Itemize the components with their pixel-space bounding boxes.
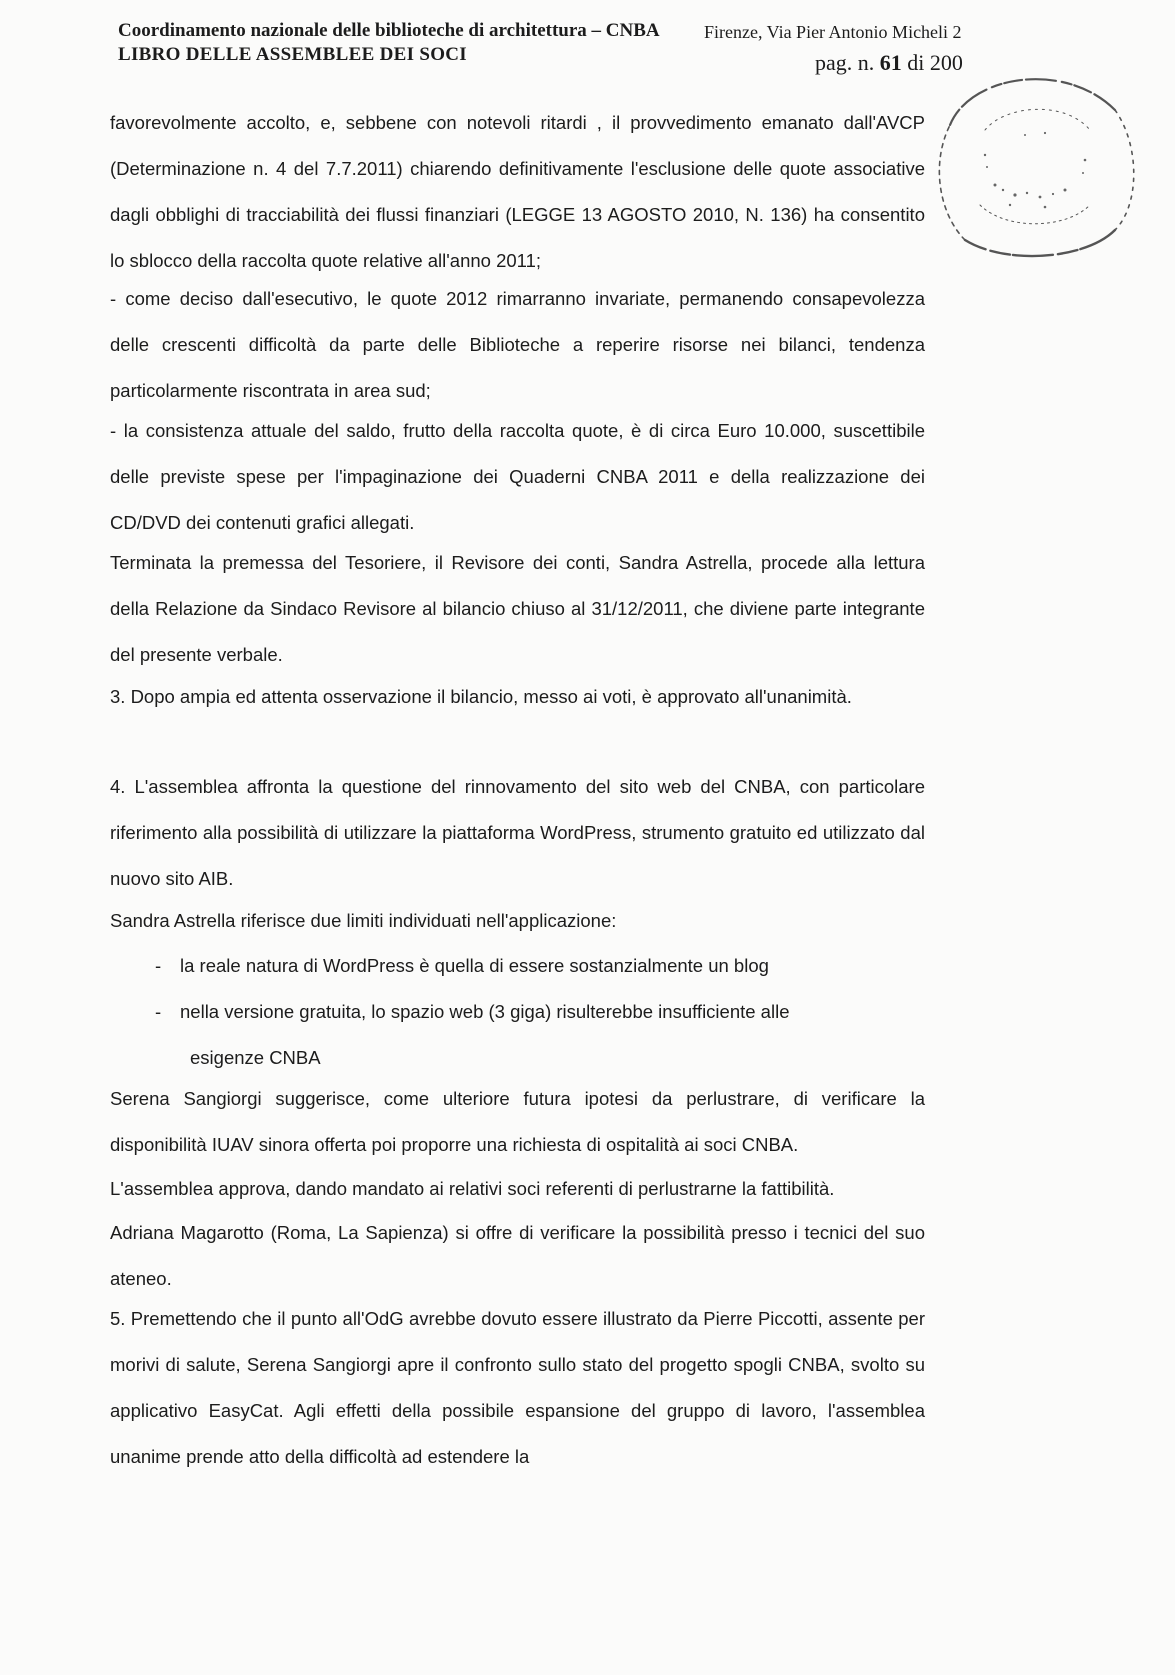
page-suffix: di 200 [907, 50, 963, 75]
list-dash: - [155, 955, 162, 976]
header-address: Firenze, Via Pier Antonio Micheli 2 [704, 22, 962, 42]
list-item [155, 943, 925, 989]
header-organization: Coordinamento nazionale delle biblioteche di architettura – CNBA [118, 20, 660, 41]
paragraph-limiti: Sandra Astrella riferisce due limiti individuati nell'applicazione: [110, 910, 617, 931]
circular-ink-stamp-icon [925, 55, 1145, 285]
page-prefix: pag. n. [815, 50, 875, 75]
paragraph-quote-2012: - come deciso dall'esecutivo, le quote 2012 rimarranno invariate, permanendo consapevolezza delle crescenti difficoltà da parte delle Biblioteche a reperire risorse nei bilanci, tendenza particolarmente riscontrata in area sud; [110, 288, 925, 401]
list-item [155, 989, 925, 1081]
header-book-title: LIBRO DELLE ASSEMBLEE DEI SOCI [118, 44, 468, 65]
list-item-text: la reale natura di WordPress è quella di essere sostanzialmente un blog [180, 955, 769, 976]
list-item-text: nella versione gratuita, lo spazio web (3 giga) risulterebbe insufficiente alle [180, 1001, 790, 1022]
paragraph-iuav: Serena Sangiorgi suggerisce, come ulteriore futura ipotesi da perlustrare, di verificare la disponibilità IUAV sinora offerta poi proporre una richiesta di ospitalità ai soci CNBA. [110, 1088, 925, 1155]
page-number: 61 [879, 50, 902, 75]
paragraph-bilancio-approvato: 3. Dopo ampia ed attenta osservazione il bilancio, messo ai voti, è approvato all'unanimità. [110, 686, 852, 707]
list-item-text-continued: esigenze CNBA [190, 1047, 321, 1068]
paragraph-revisore: Terminata la premessa del Tesoriere, il Revisore dei conti, Sandra Astrella, procede alla lettura della Relazione da Sindaco Revisore al bilancio chiuso al 31/12/2011, che diviene parte integrante del presente verbale. [110, 552, 925, 665]
paragraph-spogli: 5. Premettendo che il punto all'OdG avrebbe dovuto essere illustrato da Pierre Piccotti, assente per morivi di salute, Serena Sangiorgi apre il confronto sullo stato del progetto spogli CNBA, svolto su applicativo EasyCat. Agli effetti della possibile espansione del gruppo di lavoro, l'assemblea unanime prende atto della difficoltà ad estendere la [110, 1308, 925, 1467]
paragraph-tracciabilita: favorevolmente accolto, e, sebbene con notevoli ritardi , il provvedimento emanato dall'AVCP (Determinazione n. 4 del 7.7.2011) chiarendo definitivamente l'esclusione delle quote associative dagli obblighi di tracciabilità dei flussi finanziari (LEGGE 13 AGOSTO 2010, N. 136) ha consentito lo sblocco della raccolta quote relative all'anno 2011; [110, 112, 925, 271]
list-dash: - [155, 1001, 162, 1022]
paragraph-saldo: - la consistenza attuale del saldo, frutto della raccolta quote, è di circa Euro 10.000, suscettibile delle previste spese per l'impaginazione dei Quaderni CNBA 2011 e della realizzazione dei CD/DVD dei contenuti grafici allegati. [110, 420, 925, 533]
paragraph-sito-web: 4. L'assemblea affronta la questione del rinnovamento del sito web del CNBA, con particolare riferimento alla possibilità di utilizzare la piattaforma WordPress, strumento gratuito ed utilizzato dal nuovo sito AIB. [110, 776, 925, 889]
paragraph-approva: L'assemblea approva, dando mandato ai relativi soci referenti di perlustrarne la fattibilità. [110, 1178, 835, 1199]
paragraph-magarotto: Adriana Magarotto (Roma, La Sapienza) si offre di verificare la possibilità presso i tecnici del suo ateneo. [110, 1222, 925, 1289]
